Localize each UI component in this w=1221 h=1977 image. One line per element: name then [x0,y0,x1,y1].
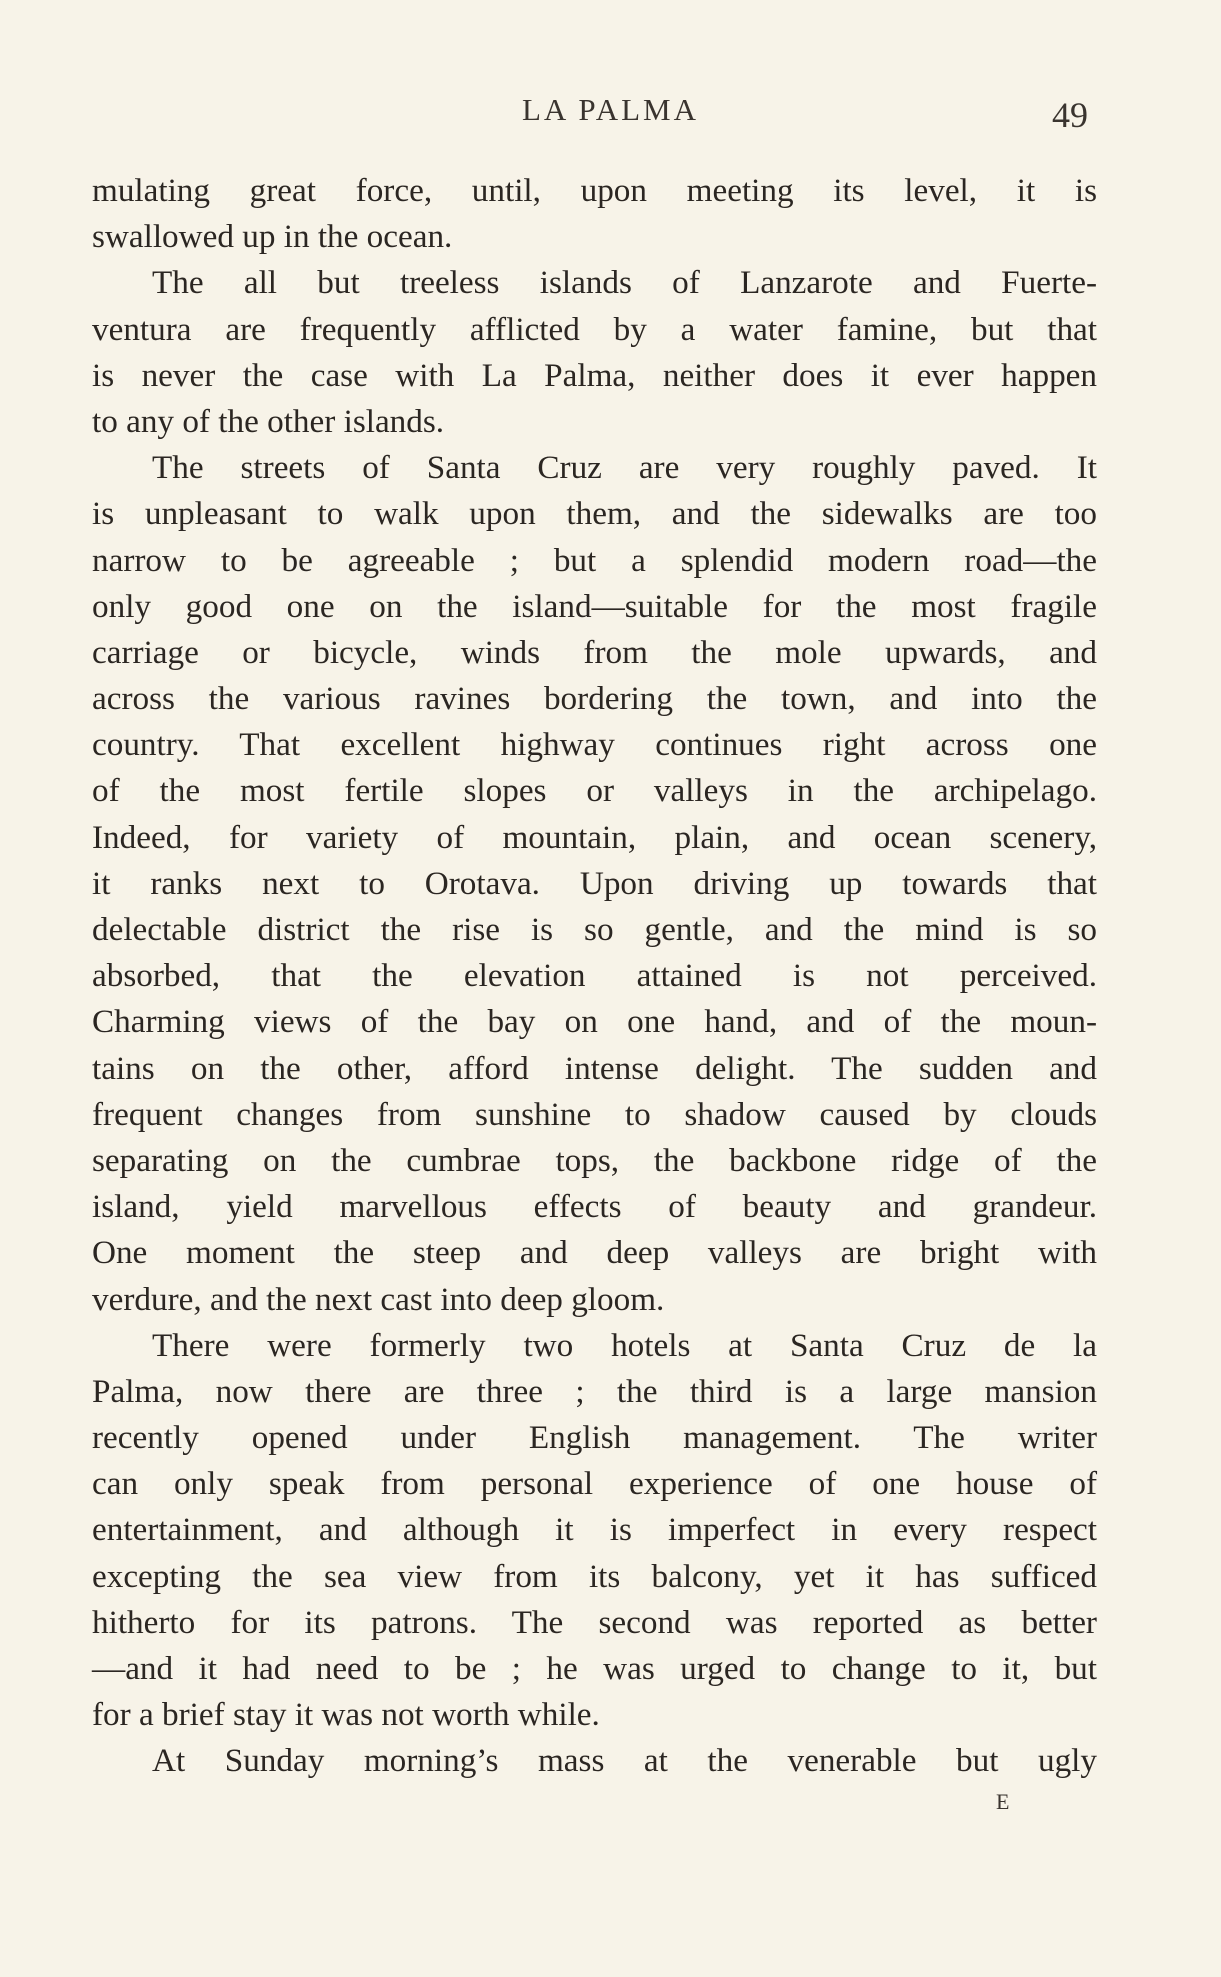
signature-mark: E [996,1789,1011,1814]
text-line: At Sunday morning’s mass at the venerable but ugly [152,1742,1097,1780]
text-line: verdure, and the next cast into deep gloom. [92,1280,665,1318]
page-number: 49 [1052,95,1088,135]
text-line: for a brief stay it was not worth while. [92,1696,600,1734]
text-line: Palma, now there are three ; the third is a large mansion [92,1372,1097,1410]
text-line: The streets of Santa Cruz are very roughly paved. It [152,449,1097,487]
text-line: Charming views of the bay on one hand, and of the moun- [92,1003,1097,1041]
text-line: ventura are frequently afflicted by a water famine, but that [92,310,1097,348]
text-line: can only speak from personal experience of one house of [92,1465,1097,1503]
text-line: separating on the cumbrae tops, the backbone ridge of the [92,1141,1097,1179]
text-line: delectable district the rise is so gentle, and the mind is so [92,911,1097,948]
text-line: excepting the sea view from its balcony, yet it has sufficed [92,1557,1097,1595]
running-head: LA PALMA [521,92,700,127]
text-line: carriage or bicycle, winds from the mole upwards, and [92,633,1097,671]
text-line: tains on the other, afford intense delight. The sudden and [92,1049,1097,1087]
text-line: swallowed up in the ocean. [92,218,453,256]
text-line: country. That excellent highway continues right across one [92,726,1097,764]
text-line: only good one on the island—suitable for the most fragile [92,587,1097,625]
text-line: —and it had need to be ; he was urged to change to it, but [92,1650,1097,1687]
text-line: One moment the steep and deep valleys are bright with [92,1234,1097,1272]
body-text [92,168,1097,1785]
text-line: There were formerly two hotels at Santa Cruz de la [152,1326,1097,1364]
text-line: to any of the other islands. [92,402,445,440]
text-line: frequent changes from sunshine to shadow caused by clouds [92,1095,1097,1133]
text-line: recently opened under English management. The writer [92,1419,1097,1457]
text-line: across the various ravines bordering the town, and into the [92,680,1097,718]
text-line: it ranks next to Orotava. Upon driving up towards that [92,864,1097,902]
text-line: of the most fertile slopes or valleys in the archipelago. [92,772,1097,810]
text-line: The all but treeless islands of Lanzarote and Fuerte- [152,264,1097,302]
text-line: is unpleasant to walk upon them, and the sidewalks are too [92,495,1097,533]
text-line: narrow to be agreeable ; but a splendid modern road—the [92,541,1097,579]
text-line: is never the case with La Palma, neither does it ever happen [92,356,1097,394]
text-line: island, yield marvellous effects of beauty and grandeur. [92,1188,1097,1226]
text-line: entertainment, and although it is imperfect in every respect [92,1511,1097,1549]
text-line: Indeed, for variety of mountain, plain, and ocean scenery, [92,818,1097,856]
text-line: hitherto for its patrons. The second was reported as better [92,1603,1097,1641]
text-line: mulating great force, until, upon meeting its level, it is [92,172,1097,209]
text-line: absorbed, that the elevation attained is not perceived. [92,957,1097,995]
